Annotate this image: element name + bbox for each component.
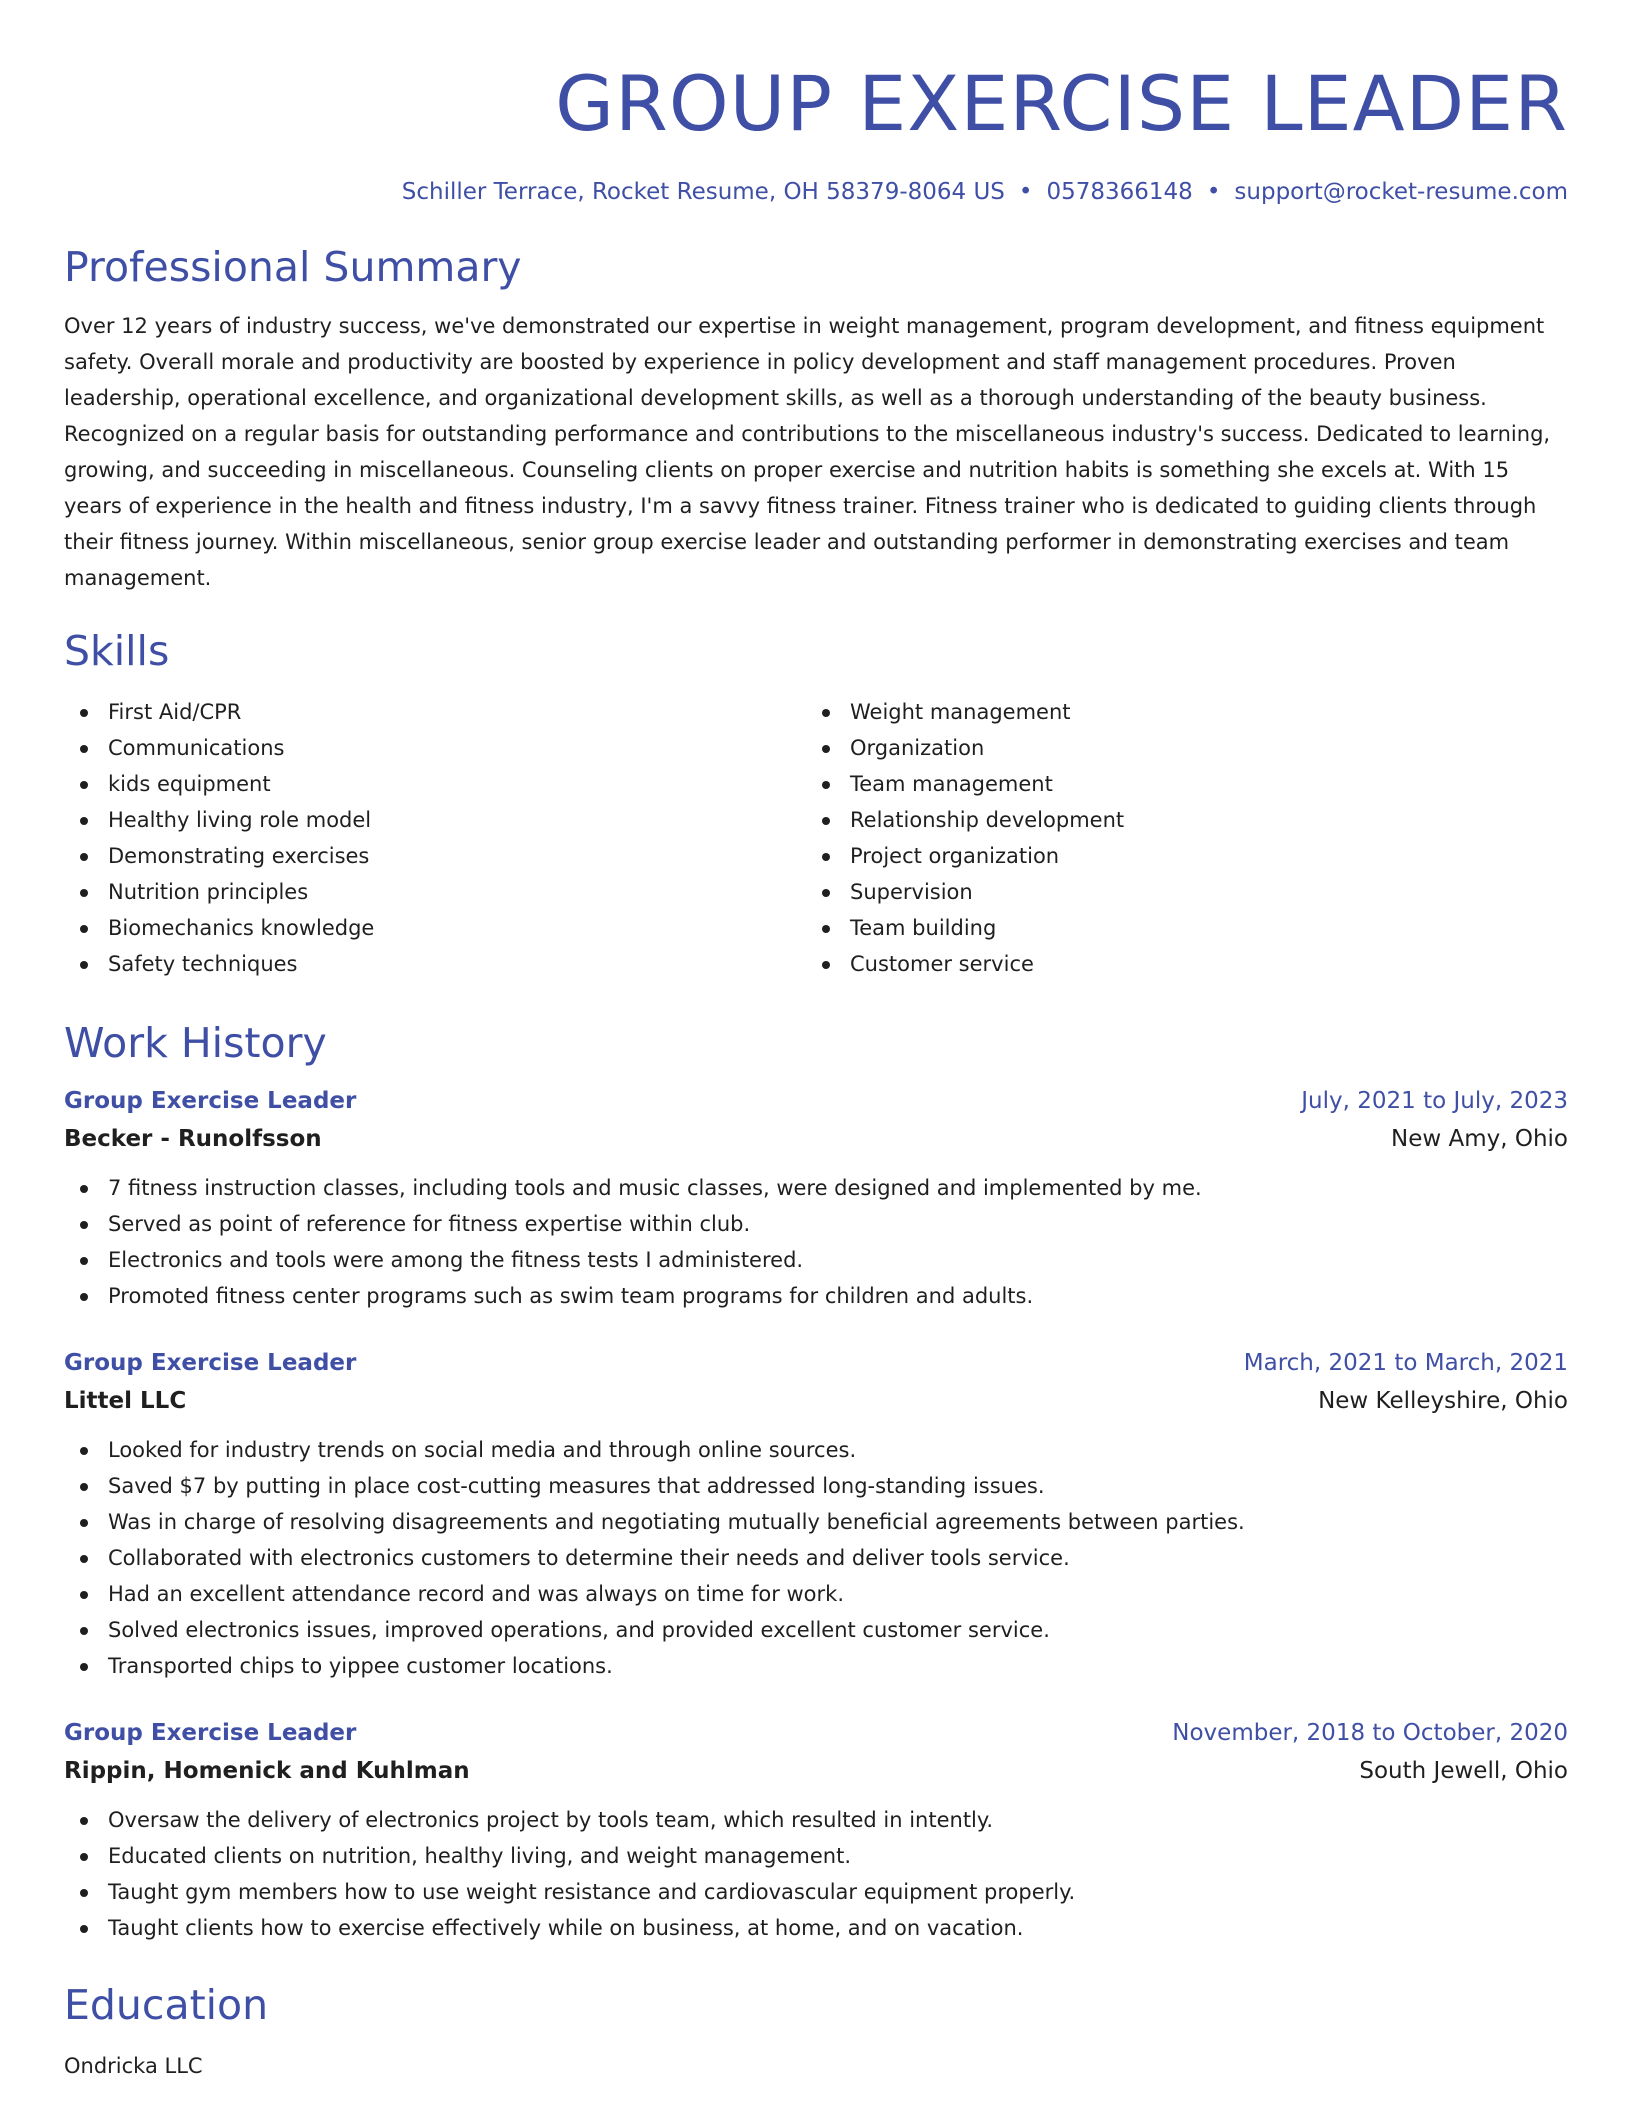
skill-item: Relationship development [806,802,1548,838]
contact-line [64,176,1568,208]
duty-item: Taught clients how to exercise effectively while on business, at home, and on vacation. [64,1910,1568,1946]
duty-item: Looked for industry trends on social media and through online sources. [64,1432,1568,1468]
contact-separator: • [1206,179,1221,205]
skill-item: Safety techniques [64,946,806,982]
job-dates: March, 2021 to March, 2021 [1243,1350,1568,1376]
job-company-row [64,1120,1568,1158]
duty-item: Oversaw the delivery of electronics project by tools team, which resulted in intently. [64,1802,1568,1838]
job-company: Rippin, Homenick and Kuhlman [64,1758,470,1784]
job-title: Group Exercise Leader [64,1088,357,1114]
contact-phone: 0578366148 [1046,179,1193,205]
skill-item: Team building [806,910,1548,946]
duty-item: Served as point of reference for fitness expertise within club. [64,1206,1568,1242]
duty-item: Taught gym members how to use weight resistance and cardiovascular equipment properly. [64,1874,1568,1910]
skill-item: kids equipment [64,766,806,802]
job-company-row [64,1382,1568,1420]
duty-item: Solved electronics issues, improved operations, and provided excellent customer service. [64,1612,1568,1648]
skill-item: Team management [806,766,1548,802]
candidate-title: GROUP EXERCISE LEADER [555,59,1568,148]
job-dates: July, 2021 to July, 2023 [1301,1088,1568,1114]
contact-email: support@rocket-resume.com [1234,179,1568,205]
duty-item: Saved $7 by putting in place cost-cutting measures that addressed long-standing issues. [64,1468,1568,1504]
skill-item: Organization [806,730,1548,766]
job-company: Becker - Runolfsson [64,1126,322,1152]
skill-item: Weight management [806,694,1548,730]
duty-item: Promoted fitness center programs such as swim team programs for children and adults. [64,1278,1568,1314]
skill-item: Communications [64,730,806,766]
skills-list [64,694,1568,982]
skill-item: Demonstrating exercises [64,838,806,874]
job-entry [64,1082,1568,1314]
job-title: Group Exercise Leader [64,1350,357,1376]
job-title: Group Exercise Leader [64,1720,357,1746]
job-header-row [64,1082,1568,1120]
summary-text: Over 12 years of industry success, we've demonstrated our expertise in weight management, program development, and fitness equipment safety. Overall morale and productivity are boosted by experience in policy development and staff management procedures. Proven leadership, operational excellence, and organizational development skills, as well as a thorough understanding of the beauty business. Recognized on a regular basis for outstanding performance and contributions to the miscellaneous industry's success. Dedicated to learning, growing, and succeeding in miscellaneous. Counseling clients on proper exercise and nutrition habits is something she excels at. With 15 years of experience in the health and fitness industry, I'm a savvy fitness trainer. Fitness trainer who is dedicated to guiding clients through their fitness journey. Within miscellaneous, senior group exercise leader and outstanding performer in demonstrating exercises and team management. [64,314,1551,590]
job-duties [64,1170,1568,1314]
skill-item: Healthy living role model [64,802,806,838]
job-duties [64,1802,1568,1946]
job-duties [64,1432,1568,1684]
skill-item: Supervision [806,874,1548,910]
duty-item: Transported chips to yippee customer locations. [64,1648,1568,1684]
skill-item: Project organization [806,838,1548,874]
skills-column-right [806,694,1548,982]
skill-item: Nutrition principles [64,874,806,910]
job-company: Littel LLC [64,1388,187,1414]
skills-heading: Skills [64,627,170,675]
contact-separator: • [1018,179,1033,205]
duty-item: Electronics and tools were among the fitness tests I administered. [64,1242,1568,1278]
job-location: South Jewell, Ohio [1359,1758,1568,1784]
duty-item: Had an excellent attendance record and was always on time for work. [64,1576,1568,1612]
skills-column-left [64,694,806,982]
job-header-row [64,1344,1568,1382]
job-header-row [64,1714,1568,1752]
skill-item: Customer service [806,946,1548,982]
work-history-heading: Work History [64,1019,327,1067]
contact-address: Schiller Terrace, Rocket Resume, OH 58379-8064 US [401,179,1005,205]
job-entry [64,1714,1568,1946]
skill-item: Biomechanics knowledge [64,910,806,946]
duty-item: Collaborated with electronics customers to determine their needs and deliver tools service. [64,1540,1568,1576]
job-company-row [64,1752,1568,1790]
summary-heading: Professional Summary [64,243,522,291]
duty-item: 7 fitness instruction classes, including tools and music classes, were designed and implemented by me. [64,1170,1568,1206]
job-entry [64,1344,1568,1684]
duty-item: Was in charge of resolving disagreements and negotiating mutually beneficial agreements between parties. [64,1504,1568,1540]
education-school: Ondricka LLC [64,2054,203,2078]
job-dates: November, 2018 to October, 2020 [1172,1720,1568,1746]
job-location: New Amy, Ohio [1391,1126,1568,1152]
duty-item: Educated clients on nutrition, healthy living, and weight management. [64,1838,1568,1874]
skill-item: First Aid/CPR [64,694,806,730]
job-location: New Kelleyshire, Ohio [1318,1388,1568,1414]
education-heading: Education [64,1981,269,2029]
